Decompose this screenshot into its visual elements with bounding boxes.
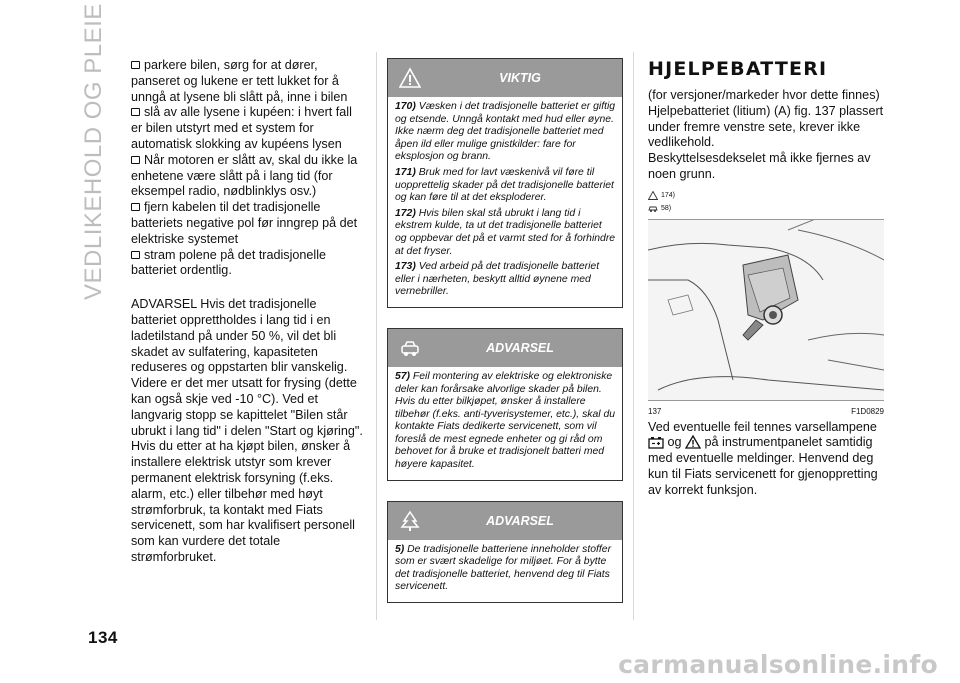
figure-code: F1D0829: [851, 406, 884, 416]
warning-paragraph: ADVARSEL Hvis det tradisjonelle batteriet opprettholdes i lang tid i en ladetilstand på under 50 %, vil det bli skadet av sulfatering, kapasiteten reduseres og oppstarten blir vanskelig. Videre er det mer utsatt for frysing (dette kan også skje ved -10 °C). Ved et langvarig stopp se kapittelet "Bilen står ubrukt i lang tid" i delen "Start og kjøring". Hvis du etter at ha kjøpt bilen, ønsker å installere elektrisk utstyr som krever permanent elektrisk forsyning (f.eks. alarm, etc.) eller tilbehør med høyt strømforbruk, ta kontakt med Fiats servicenett, som har kvalifisert personell som kan vurdere det totale strømforbruket.: [131, 297, 363, 564]
column-divider: [633, 52, 634, 620]
note-item: 172) Hvis bilen skal stå ubrukt i lang tid i ekstrem kulde, ta ut det tradisjonelle batteriet og oppbevar det på et varmt sted for å forhindre at det fryser.: [395, 207, 616, 257]
advarsel-environment-box: [387, 501, 623, 603]
bullet-square-icon: [131, 108, 140, 116]
section-heading: HJELPEBATTERI: [648, 58, 828, 80]
warning-triangle-icon: [648, 191, 658, 200]
reference-item: 174): [648, 189, 884, 202]
note-item: 170) Væsken i det tradisjonelle batteriet er giftig og etsende. Unngå kontakt med hud eller øyne. Ikke nærm deg det tradisjonelle batteriet med åpen ild eller mulige gnistkilder: fare for eksplosjon og brann.: [395, 101, 616, 163]
advarsel-environment-header: [388, 502, 622, 540]
advarsel-header: [388, 329, 622, 367]
viktig-title: VIKTIG: [499, 71, 541, 85]
bullet-square-icon: [131, 156, 140, 164]
reference-list: [648, 189, 884, 215]
column-3: [648, 58, 884, 499]
intro-line: (for versjoner/markeder hvor dette finnes): [648, 88, 880, 102]
advarsel-environment-body: [388, 540, 622, 602]
viktig-header: [388, 59, 622, 97]
column-1: [131, 58, 363, 566]
note-item: 171) Bruk med for lavt væskenivå vil føre til uopprettelig skader på det tradisjonelle batteriet og kan føre til at det eksploderer.: [395, 166, 614, 204]
general-warning-triangle-icon: [685, 435, 701, 449]
figure-137: [648, 219, 884, 401]
note-item: 173) Ved arbeid på det tradisjonelle batteriet eller i nærheten, beskytt alltid øynene med vernebriller.: [395, 261, 600, 298]
advarsel-title: ADVARSEL: [486, 340, 554, 355]
list-item: slå av alle lysene i kupéen: i hvert fall er bilen utstyrt med et system for automatisk slokking av kupéens lysen: [131, 105, 352, 151]
list-item: stram polene på det tradisjonelle batteriet ordentlig.: [131, 247, 327, 278]
bullet-square-icon: [131, 61, 140, 69]
figure-number: 137: [648, 406, 662, 416]
advarsel-environment-title: ADVARSEL: [486, 513, 554, 528]
car-warning-icon: [648, 204, 658, 213]
figure-caption: [648, 404, 884, 420]
viktig-box: [387, 58, 623, 308]
viktig-body: [388, 97, 622, 307]
side-title-text: VEDLIKEHOLD OG PLEIE: [80, 3, 107, 300]
advarsel-body: [388, 367, 622, 480]
intro-line: Hjelpebatteriet (litium) (A) fig. 137 plassert under fremre venstre sete, krever ikke vedlikehold.: [648, 103, 884, 150]
list-item: Når motoren er slått av, skal du ikke la enhetene være slått på i lang tid (for eksempel radio, nødblinklys osv.): [131, 152, 358, 199]
watermark: carmanualsonline.info: [618, 650, 938, 679]
page-number: 134: [88, 628, 118, 647]
warning-lights-paragraph: Ved eventuelle feil tennes varsellampene og på instrumentpanelet samtidig med eventuelle meldinger. Henvend deg kun til Fiats servicenett for gjenoppretting av korrekt funksjon.: [648, 419, 878, 497]
list-item: fjern kabelen til det tradisjonelle batteriets negative pol før inngrep på det elektriske systemet: [131, 200, 358, 246]
advarsel-box: [387, 328, 623, 481]
bullet-square-icon: [131, 203, 140, 211]
bullet-square-icon: [131, 251, 140, 259]
reference-item: 58): [648, 202, 884, 215]
list-item: parkere bilen, sørg for at dører, panseret og lukene er tett lukket for å unngå at lysene bli slått på, inne i bilen: [131, 58, 348, 104]
seat-battery-illustration: [648, 220, 884, 400]
note-item: 57) Feil montering av elektriske og elektroniske deler kan forårsake alvorlige skader på bilen. Hvis du etter bilkjøpet, ønsker å installere tilbehør (f.eks. anti-tyverisystemer, etc.), skal du kontakte Fiats dedikerte servicenett, som vil foreslå de mest egnede enheter og gi råd om behovet for å bruke et tradisjonelt batteri med høyere kapasitet.: [395, 370, 615, 471]
column-2: [387, 58, 623, 603]
note-item: 5) De tradisjonelle batteriene inneholder stoffer som er svært skadelige for miljøet. For å bytte det tradisjonelle batteriet, henvend deg til Fiats servicenett.: [395, 543, 612, 593]
battery-warning-icon: [648, 436, 664, 449]
column-divider: [376, 52, 377, 620]
intro-line: Beskyttelsesdekselet må ikke fjernes av noen grunn.: [648, 151, 871, 181]
